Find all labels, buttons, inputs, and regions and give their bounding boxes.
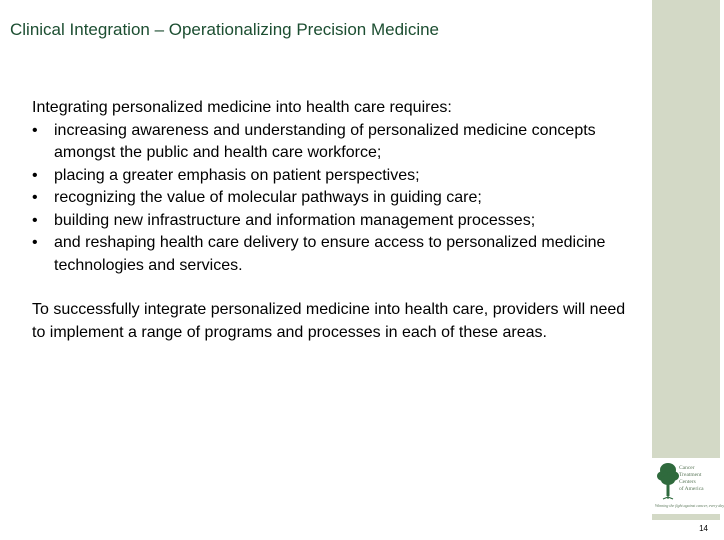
bullet-item <box>32 187 632 210</box>
bullet-text: placing a greater emphasis on patient perspectives; <box>54 166 420 184</box>
page-number: 14 <box>699 524 708 533</box>
logo-line: Centers <box>679 479 696 485</box>
bullet-item <box>32 120 632 165</box>
bullet-marker: • <box>32 211 38 229</box>
slide-body <box>32 97 632 344</box>
bullet-marker: • <box>32 189 38 206</box>
bullet-marker: • <box>32 166 38 184</box>
logo-line: of America <box>679 486 704 492</box>
page-number-box <box>652 520 720 540</box>
bullet-item <box>32 165 632 188</box>
bullet-list <box>32 120 632 278</box>
bullet-text: increasing awareness and understanding of personalized medicine concepts amongst the public and health care workforce; <box>54 121 596 161</box>
bullet-marker: • <box>32 121 38 139</box>
bullet-text: building new infrastructure and information management processes; <box>54 211 536 229</box>
ctca-logo <box>652 458 724 514</box>
bullet-text: and reshaping health care delivery to ensure access to personalized medicine technologies and services. <box>54 234 606 274</box>
bullet-text: recognizing the value of molecular pathways in guiding care; <box>54 189 482 206</box>
closing-text: To successfully integrate personalized medicine into health care, providers will need to implement a range of programs and processes in each of these areas. <box>32 301 626 341</box>
bullet-item <box>32 210 632 233</box>
logo-line: Cancer <box>679 465 695 471</box>
tree-icon <box>657 461 679 499</box>
slide-title: Clinical Integration – Operationalizing Precision Medicine <box>10 20 440 39</box>
logo-tagline: Winning the fight against cancer, every day <box>655 503 724 508</box>
bullet-item <box>32 232 632 277</box>
bullet-marker: • <box>32 234 38 251</box>
logo-line: Treatment <box>679 472 702 478</box>
intro-text: Integrating personalized medicine into health care requires: <box>32 99 452 116</box>
